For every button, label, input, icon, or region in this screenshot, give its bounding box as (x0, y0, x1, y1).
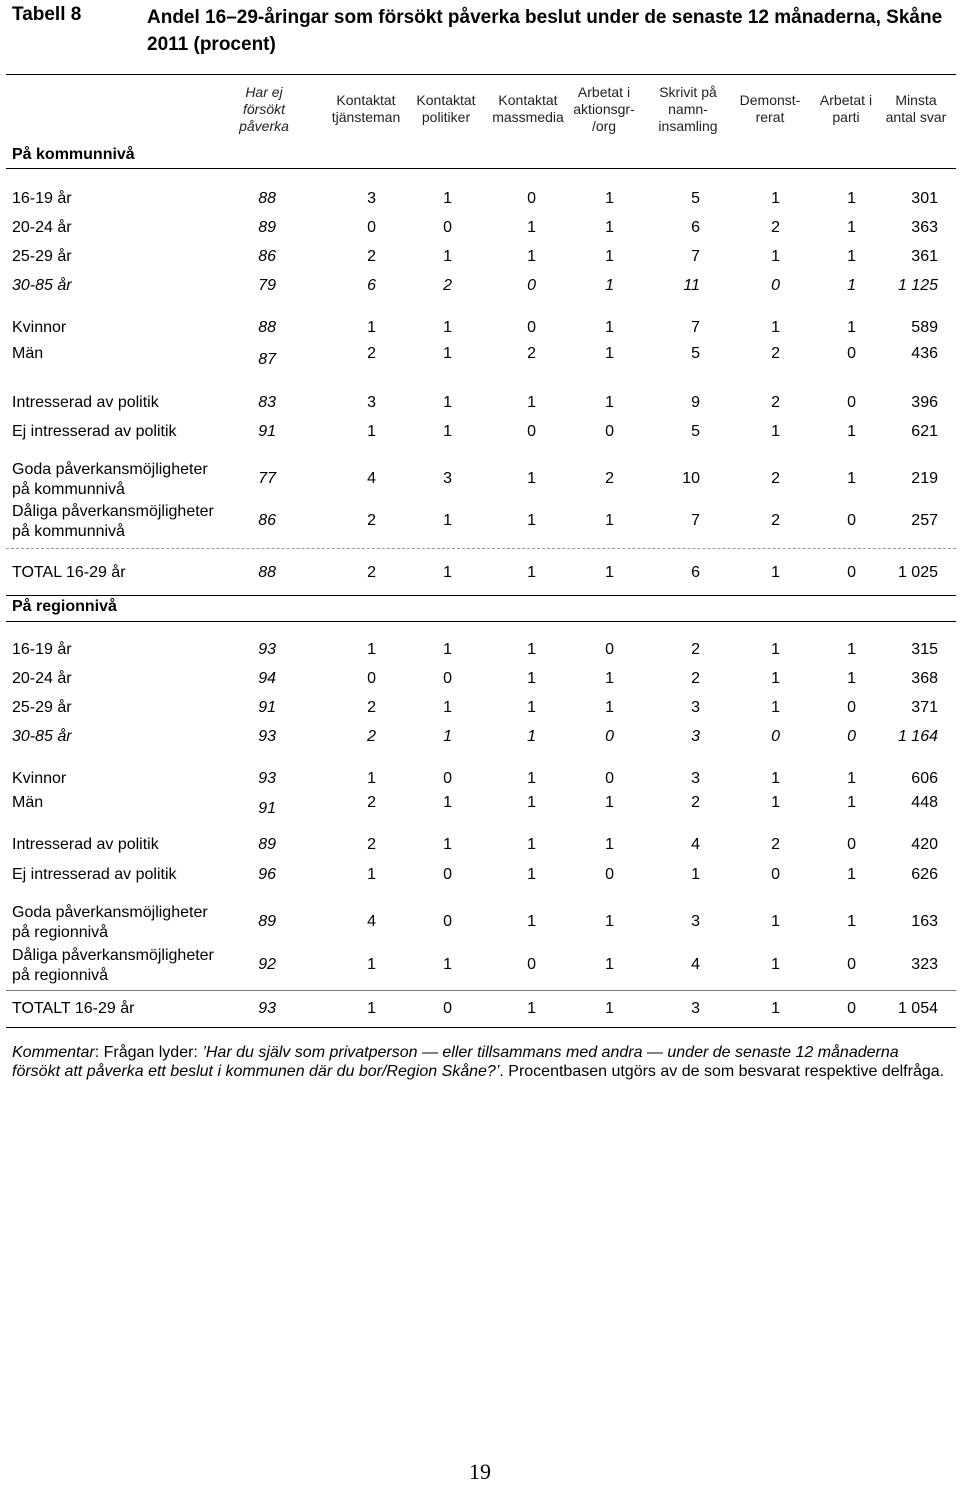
row-label (12, 460, 208, 500)
table-cell: 1 (771, 913, 780, 930)
footnote-text-a: : Frågan lyder: (94, 1044, 203, 1061)
table-cell: 1 (771, 641, 780, 658)
table-cell: 1 (771, 190, 780, 207)
table-row (0, 394, 960, 414)
table-row (0, 423, 960, 443)
table-cell: 0 (527, 319, 536, 336)
table-cell: 0 (605, 423, 614, 440)
section-end-rule (6, 595, 956, 596)
table-cell: 0 (367, 670, 376, 687)
column-header (568, 80, 640, 138)
table-cell: 3 (691, 728, 700, 745)
table-cell: 0 (847, 699, 856, 716)
table-cell: 2 (691, 794, 700, 811)
table-cell: 0 (527, 190, 536, 207)
table-row (0, 770, 960, 790)
table-cell: 1 (605, 248, 614, 265)
table-cell: 1 (605, 319, 614, 336)
table-cell: 96 (258, 866, 276, 883)
table-cell: 7 (691, 319, 700, 336)
table-cell: 1 (771, 248, 780, 265)
column-header-text: Kontaktat politiker (416, 92, 476, 125)
table-cell: 1 (527, 1000, 536, 1017)
table-cell: 1 (771, 423, 780, 440)
table-cell: 1 (443, 728, 452, 745)
table-cell: 91 (258, 699, 276, 716)
table-cell: 88 (258, 564, 276, 581)
column-header (732, 80, 808, 138)
row-label: Intresserad av politik (12, 394, 159, 411)
row-label: Ej intresserad av politik (12, 866, 177, 883)
section-rule (6, 621, 956, 622)
row-label: Män (12, 794, 44, 811)
row-label-line: på regionnivå (12, 924, 109, 941)
table-cell: 323 (911, 956, 938, 973)
table-cell: 363 (911, 219, 938, 236)
row-label (12, 502, 214, 542)
footnote-text-b: . Procentbasen utgörs av de som besvarat respektive delfråga. (499, 1063, 945, 1080)
column-header (880, 80, 952, 138)
row-label-line: på kommunnivå (12, 523, 125, 540)
table-cell: 1 (847, 641, 856, 658)
section-rule (6, 168, 956, 169)
table-cell: 0 (847, 345, 856, 362)
table-cell: 301 (911, 190, 938, 207)
table-cell: 5 (691, 190, 700, 207)
table-cell: 0 (847, 394, 856, 411)
column-header (647, 80, 729, 138)
table-cell: 93 (258, 770, 276, 787)
table-cell: 1 (847, 190, 856, 207)
table-row (0, 345, 960, 368)
table-cell: 10 (682, 470, 700, 487)
table-cell: 1 (605, 670, 614, 687)
row-label (12, 946, 214, 986)
table-cell: 1 (771, 564, 780, 581)
table-row (0, 947, 960, 984)
table-cell: 0 (527, 956, 536, 973)
table-cell: 1 (443, 699, 452, 716)
table-cell: 0 (847, 956, 856, 973)
table-cell: 2 (367, 836, 376, 853)
column-header (229, 80, 299, 138)
table-cell: 1 (527, 699, 536, 716)
column-header (813, 80, 879, 138)
table-cell: 606 (911, 770, 938, 787)
row-label: Kvinnor (12, 770, 67, 787)
table-cell: 87 (258, 351, 276, 368)
table-row (0, 248, 960, 268)
table-cell: 1 (527, 728, 536, 745)
table-cell: 1 (771, 670, 780, 687)
table-cell: 0 (771, 277, 780, 294)
table-cell: 315 (911, 641, 938, 658)
row-label-line: på regionnivå (12, 967, 109, 984)
table-row (0, 866, 960, 886)
table-cell: 257 (911, 512, 938, 529)
table-cell: 2 (527, 345, 536, 362)
table-cell: 1 (443, 512, 452, 529)
page-number: 19 (469, 1459, 491, 1484)
table-cell: 0 (443, 670, 452, 687)
row-label-line: Goda påverkansmöjligheter (12, 461, 208, 478)
row-label: Intresserad av politik (12, 836, 159, 853)
table-cell: 1 (605, 345, 614, 362)
table-cell: 1 (367, 866, 376, 883)
table-cell: 1 (847, 913, 856, 930)
table-cell: 88 (258, 190, 276, 207)
table-row (0, 277, 960, 297)
table-cell: 1 (771, 956, 780, 973)
table-cell: 1 (527, 794, 536, 811)
table-cell: 1 125 (897, 277, 938, 294)
table-cell: 1 (367, 770, 376, 787)
table-cell: 1 (605, 277, 614, 294)
row-label-line: Dåliga påverkansmöjligheter (12, 947, 214, 964)
table-cell: 2 (367, 728, 376, 745)
table-cell: 1 (527, 866, 536, 883)
table-cell: 1 (771, 319, 780, 336)
dashed-separator (6, 548, 956, 549)
table-cell: 2 (771, 394, 780, 411)
table-cell: 2 (367, 345, 376, 362)
table-cell: 0 (443, 770, 452, 787)
table-cell: 1 (847, 770, 856, 787)
table-row (0, 1000, 960, 1020)
row-label: 30-85 år (12, 728, 72, 745)
table-row (0, 461, 960, 498)
table-cell: 0 (771, 866, 780, 883)
table-cell: 0 (605, 770, 614, 787)
column-header-text: Kontaktat tjänsteman (331, 92, 401, 125)
table-cell: 4 (367, 913, 376, 930)
table-cell: 1 (771, 770, 780, 787)
footnote-label: Kommentar (12, 1044, 95, 1061)
table-cell: 0 (527, 277, 536, 294)
table-cell: 1 054 (897, 1000, 938, 1017)
table-cell: 3 (367, 190, 376, 207)
table-row (0, 794, 960, 817)
table-cell: 79 (258, 277, 276, 294)
row-label-line: Goda påverkansmöjligheter (12, 904, 208, 921)
table-cell: 1 (605, 190, 614, 207)
table-cell: 1 (605, 219, 614, 236)
table-cell: 4 (691, 956, 700, 973)
section-title: På kommunnivå (12, 146, 135, 163)
table-cell: 86 (258, 248, 276, 265)
row-label: Ej intresserad av politik (12, 423, 177, 440)
table-cell: 2 (771, 836, 780, 853)
table-cell: 1 (443, 641, 452, 658)
table-cell: 0 (847, 728, 856, 745)
table-cell: 1 (527, 564, 536, 581)
table-cell: 86 (258, 512, 276, 529)
table-row (0, 904, 960, 941)
table-cell: 1 (443, 190, 452, 207)
table-cell: 361 (911, 248, 938, 265)
table-row (0, 219, 960, 239)
table-cell: 448 (911, 794, 938, 811)
row-label-line: Dåliga påverkansmöjligheter (12, 503, 214, 520)
table-cell: 5 (691, 423, 700, 440)
table-cell: 1 (605, 394, 614, 411)
row-label: 16-19 år (12, 641, 72, 658)
table-cell: 0 (605, 866, 614, 883)
table-cell: 3 (691, 913, 700, 930)
table-cell: 1 (527, 219, 536, 236)
table-label: Tabell 8 (12, 4, 82, 25)
table-cell: 6 (691, 219, 700, 236)
column-header-text: Skrivit på namn- insamling (658, 83, 718, 134)
row-label: 16-19 år (12, 190, 72, 207)
table-row (0, 836, 960, 856)
table-cell: 1 (443, 564, 452, 581)
table-cell: 1 (847, 248, 856, 265)
table-cell: 1 (443, 836, 452, 853)
table-cell: 1 (605, 512, 614, 529)
table-cell: 2 (771, 345, 780, 362)
column-header-text: Har ej försökt påverka (239, 83, 289, 134)
table-cell: 0 (443, 913, 452, 930)
table-cell: 1 (443, 345, 452, 362)
table-cell: 1 (771, 699, 780, 716)
table-cell: 1 (847, 866, 856, 883)
table-cell: 7 (691, 248, 700, 265)
table-cell: 7 (691, 512, 700, 529)
table-cell: 11 (683, 277, 700, 294)
table-cell: 396 (911, 394, 938, 411)
table-row (0, 564, 960, 584)
table-row (0, 503, 960, 540)
table-cell: 0 (443, 1000, 452, 1017)
row-label: TOTAL 16-29 år (12, 564, 126, 581)
table-cell: 6 (691, 564, 700, 581)
table-cell: 0 (605, 641, 614, 658)
table-cell: 436 (911, 345, 938, 362)
table-cell: 1 (527, 512, 536, 529)
row-label: 20-24 år (12, 219, 72, 236)
table-title: Andel 16–29-åringar som försökt påverka beslut under de senaste 12 månaderna, Skåne 2011 (procent) (147, 7, 943, 55)
table-cell: 1 (847, 423, 856, 440)
table-cell: 2 (771, 470, 780, 487)
table-cell: 368 (911, 670, 938, 687)
table-cell: 1 (605, 564, 614, 581)
section-end-rule (6, 1027, 956, 1028)
table-cell: 0 (847, 1000, 856, 1017)
table-cell: 163 (911, 913, 938, 930)
table-cell: 0 (527, 423, 536, 440)
table-cell: 2 (691, 641, 700, 658)
column-header-text: Arbetat i parti (819, 92, 873, 125)
table-cell: 5 (691, 345, 700, 362)
table-row (0, 319, 960, 339)
footnote-question: ’Har du själv som privatperson — eller tillsammans med andra — under de senaste 12 månaderna försökt att påverka ett beslut i kommunen där du bor/Region Skåne?’ (12, 1044, 899, 1080)
table-cell: 1 (605, 699, 614, 716)
table-cell: 2 (367, 512, 376, 529)
table-cell: 3 (691, 699, 700, 716)
table-cell: 1 164 (897, 728, 938, 745)
column-header-text: Minsta antal svar (885, 92, 947, 125)
table-cell: 0 (771, 728, 780, 745)
table-cell: 0 (847, 512, 856, 529)
table-row (0, 190, 960, 210)
table-cell: 1 (527, 670, 536, 687)
table-cell: 2 (443, 277, 452, 294)
table-cell: 1 025 (897, 564, 938, 581)
column-header-text: Arbetat i aktionsgr- /org (573, 83, 635, 134)
table-cell: 1 (847, 670, 856, 687)
header-top-rule (6, 74, 956, 75)
table-cell: 589 (911, 319, 938, 336)
table-cell: 371 (911, 699, 938, 716)
table-cell: 1 (847, 794, 856, 811)
table-cell: 1 (443, 956, 452, 973)
table-cell: 2 (605, 470, 614, 487)
table-cell: 4 (691, 836, 700, 853)
table-cell: 1 (691, 866, 700, 883)
table-cell: 93 (258, 641, 276, 658)
row-label: 25-29 år (12, 248, 72, 265)
table-cell: 1 (605, 794, 614, 811)
table-cell: 621 (911, 423, 938, 440)
table-cell: 1 (443, 423, 452, 440)
table-cell: 3 (691, 770, 700, 787)
table-row (0, 641, 960, 661)
table-cell: 93 (258, 1000, 276, 1017)
table-cell: 6 (367, 277, 376, 294)
table-cell: 1 (605, 956, 614, 973)
column-header-text: Kontaktat massmedia (492, 92, 564, 125)
row-label: Kvinnor (12, 319, 67, 336)
table-cell: 91 (258, 423, 276, 440)
row-label-line: på kommunnivå (12, 481, 125, 498)
table-cell: 0 (847, 836, 856, 853)
table-cell: 1 (367, 1000, 376, 1017)
table-cell: 0 (443, 866, 452, 883)
table-cell: 1 (527, 248, 536, 265)
table-cell: 1 (771, 794, 780, 811)
table-cell: 3 (443, 470, 452, 487)
table-cell: 1 (847, 319, 856, 336)
table-cell: 1 (367, 423, 376, 440)
row-label (12, 903, 208, 943)
table-cell: 1 (847, 470, 856, 487)
table-cell: 89 (258, 219, 276, 236)
table-cell: 1 (527, 913, 536, 930)
table-cell: 2 (367, 794, 376, 811)
table-cell: 2 (771, 512, 780, 529)
table-cell: 0 (605, 728, 614, 745)
table-cell: 2 (367, 564, 376, 581)
table-cell: 93 (258, 728, 276, 745)
table-cell: 1 (527, 770, 536, 787)
table-cell: 91 (258, 800, 276, 817)
table-cell: 1 (527, 394, 536, 411)
table-cell: 2 (367, 248, 376, 265)
column-header (485, 80, 571, 138)
table-cell: 83 (258, 394, 276, 411)
table-cell: 219 (911, 470, 938, 487)
table-cell: 88 (258, 319, 276, 336)
table-cell: 94 (258, 670, 276, 687)
table-cell: 1 (443, 319, 452, 336)
row-label: 25-29 år (12, 699, 72, 716)
table-cell: 1 (527, 641, 536, 658)
table-cell: 4 (367, 470, 376, 487)
table-cell: 1 (527, 470, 536, 487)
table-cell: 0 (847, 564, 856, 581)
table-cell: 3 (367, 394, 376, 411)
table-row (0, 728, 960, 748)
table-cell: 1 (847, 219, 856, 236)
table-row (0, 670, 960, 690)
section-title: På regionnivå (12, 598, 117, 615)
table-cell: 420 (911, 836, 938, 853)
table-cell: 2 (771, 219, 780, 236)
row-label: Män (12, 345, 44, 362)
table-cell: 3 (691, 1000, 700, 1017)
table-cell: 1 (443, 394, 452, 411)
column-header-text: Demonst- rerat (739, 92, 801, 125)
table-cell: 89 (258, 913, 276, 930)
table-cell: 1 (605, 836, 614, 853)
table-cell: 1 (443, 794, 452, 811)
table-cell: 1 (847, 277, 856, 294)
table-cell: 1 (605, 913, 614, 930)
table-cell: 626 (911, 866, 938, 883)
table-cell: 1 (367, 641, 376, 658)
table-cell: 2 (367, 699, 376, 716)
row-label: 20-24 år (12, 670, 72, 687)
table-cell: 1 (527, 836, 536, 853)
row-label: 30-85 år (12, 277, 72, 294)
table-cell: 0 (367, 219, 376, 236)
table-cell: 1 (367, 319, 376, 336)
table-cell: 92 (258, 956, 276, 973)
table-cell: 1 (443, 248, 452, 265)
table-cell: 77 (258, 470, 276, 487)
column-header (411, 80, 481, 138)
column-header (326, 80, 406, 138)
table-cell: 9 (691, 394, 700, 411)
table-cell: 2 (691, 670, 700, 687)
table-row (0, 699, 960, 719)
table-cell: 1 (605, 1000, 614, 1017)
table-cell: 0 (443, 219, 452, 236)
table-cell: 1 (771, 1000, 780, 1017)
row-label: TOTALT 16-29 år (12, 1000, 135, 1017)
footnote (12, 1043, 947, 1081)
table-cell: 1 (367, 956, 376, 973)
table-cell: 89 (258, 836, 276, 853)
total-rule (6, 990, 956, 991)
